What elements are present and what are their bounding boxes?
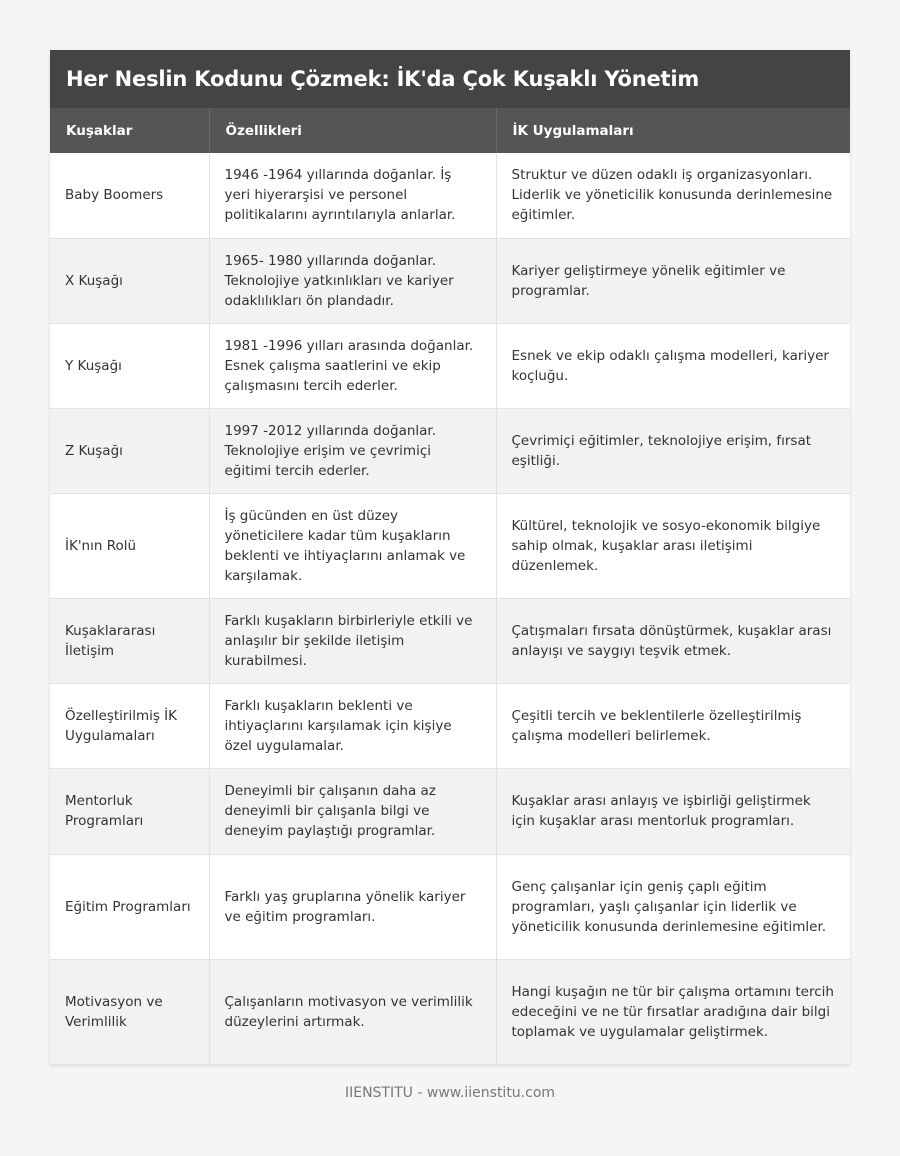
table-row — [50, 854, 850, 959]
table-row — [50, 153, 850, 238]
column-header-hr-practices: İK Uygulamaları — [496, 108, 850, 153]
title-bar — [50, 50, 850, 108]
table-card — [50, 50, 850, 1065]
table-row — [50, 959, 850, 1064]
cell-generation: Y Kuşağı — [50, 323, 209, 408]
cell-hr-practice: Genç çalışanlar için geniş çaplı eğitim programları, yaşlı çalışanlar için liderlik ve yöneticilik konusunda derinlemesine eğitimler. — [496, 854, 850, 959]
cell-characteristics: İş gücünden en üst düzey yöneticilere kadar tüm kuşakların beklenti ve ihtiyaçlarını anlamak ve karşılamak. — [209, 493, 496, 598]
cell-generation: Özelleştirilmiş İK Uygulamaları — [50, 683, 209, 768]
column-header-generations: Kuşaklar — [50, 108, 209, 153]
table-row — [50, 408, 850, 493]
cell-hr-practice: Kültürel, teknolojik ve sosyo-ekonomik bilgiye sahip olmak, kuşaklar arası iletişimi düzenlemek. — [496, 493, 850, 598]
cell-generation: Baby Boomers — [50, 153, 209, 238]
cell-hr-practice: Esnek ve ekip odaklı çalışma modelleri, kariyer koçluğu. — [496, 323, 850, 408]
cell-hr-practice: Çevrimiçi eğitimler, teknolojiye erişim, fırsat eşitliği. — [496, 408, 850, 493]
cell-hr-practice: Hangi kuşağın ne tür bir çalışma ortamını tercih edeceğini ve ne tür fırsatlar aradığına dair bilgi toplamak ve uygulamalar geliştirmek. — [496, 959, 850, 1064]
table-row — [50, 768, 850, 854]
cell-generation: İK'nın Rolü — [50, 493, 209, 598]
cell-hr-practice: Kuşaklar arası anlayış ve işbirliği geliştirmek için kuşaklar arası mentorluk programları. — [496, 768, 850, 854]
cell-hr-practice: Çatışmaları fırsata dönüştürmek, kuşaklar arası anlayışı ve saygıyı teşvik etmek. — [496, 598, 850, 683]
table-row — [50, 683, 850, 768]
cell-generation: Motivasyon ve Verimlilik — [50, 959, 209, 1064]
generations-table — [50, 108, 850, 1065]
cell-characteristics: Farklı yaş gruplarına yönelik kariyer ve eğitim programları. — [209, 854, 496, 959]
cell-characteristics: Farklı kuşakların birbirleriyle etkili ve anlaşılır bir şekilde iletişim kurabilmesi. — [209, 598, 496, 683]
cell-characteristics: Deneyimli bir çalışanın daha az deneyimli bir çalışanla bilgi ve deneyim paylaştığı programlar. — [209, 768, 496, 854]
cell-generation: Z Kuşağı — [50, 408, 209, 493]
cell-generation: X Kuşağı — [50, 238, 209, 323]
cell-generation: Kuşaklararası İletişim — [50, 598, 209, 683]
cell-characteristics: 1965- 1980 yıllarında doğanlar. Teknolojiye yatkınlıkları ve kariyer odaklılıkları ön plandadır. — [209, 238, 496, 323]
footer-credit: IIENSTITU - www.iienstitu.com — [344, 1085, 556, 1101]
table-row — [50, 493, 850, 598]
table-row — [50, 238, 850, 323]
column-header-characteristics: Özellikleri — [209, 108, 496, 153]
cell-characteristics: Farklı kuşakların beklenti ve ihtiyaçlarını karşılamak için kişiye özel uygulamalar. — [209, 683, 496, 768]
cell-generation: Mentorluk Programları — [50, 768, 209, 854]
cell-characteristics: Çalışanların motivasyon ve verimlilik düzeylerini artırmak. — [209, 959, 496, 1064]
cell-hr-practice: Kariyer geliştirmeye yönelik eğitimler ve programlar. — [496, 238, 850, 323]
header-row — [50, 108, 850, 153]
cell-characteristics: 1946 -1964 yıllarında doğanlar. İş yeri hiyerarşisi ve personel politikalarını ayrıntılarıyla anlarlar. — [209, 153, 496, 238]
cell-hr-practice: Çeşitli tercih ve beklentilerle özelleştirilmiş çalışma modelleri belirlemek. — [496, 683, 850, 768]
cell-hr-practice: Struktur ve düzen odaklı iş organizasyonları. Liderlik ve yöneticilik konusunda derinlemesine eğitimler. — [496, 153, 850, 238]
cell-generation: Eğitim Programları — [50, 854, 209, 959]
cell-characteristics: 1997 -2012 yıllarında doğanlar. Teknolojiye erişim ve çevrimiçi eğitimi tercih ederler. — [209, 408, 496, 493]
table-row — [50, 598, 850, 683]
cell-characteristics: 1981 -1996 yılları arasında doğanlar. Esnek çalışma saatlerini ve ekip çalışmasını tercih ederler. — [209, 323, 496, 408]
table-row — [50, 323, 850, 408]
page-title: Her Neslin Kodunu Çözmek: İK'da Çok Kuşaklı Yönetim — [66, 67, 700, 91]
